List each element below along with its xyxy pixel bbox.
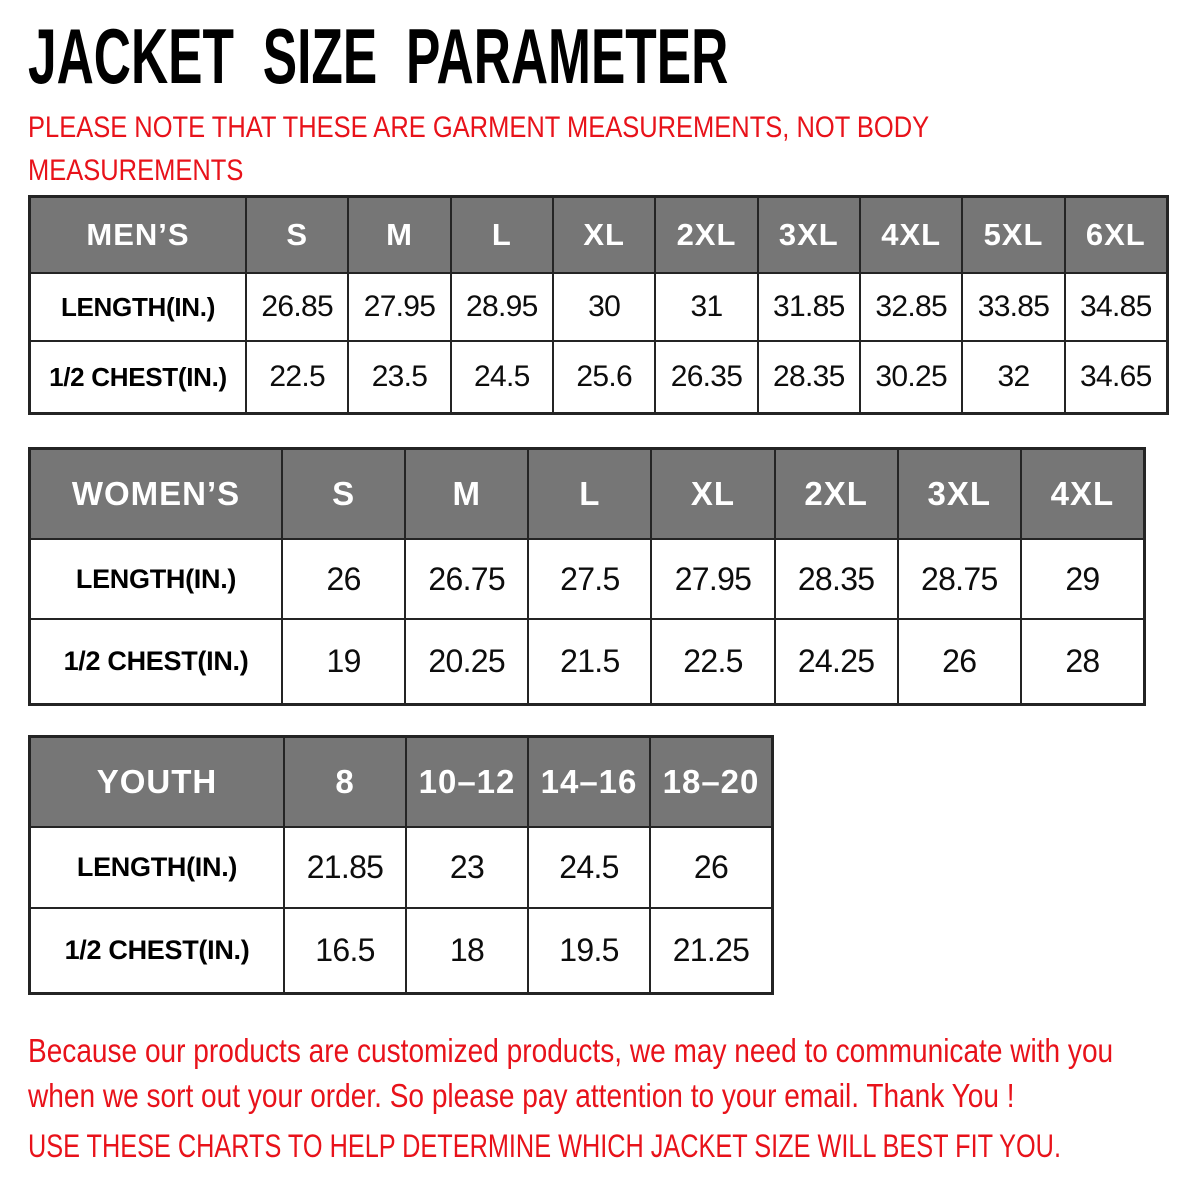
mens-chest-value: 25.6 (554, 342, 654, 412)
mens-chest-value: 32 (963, 342, 1063, 412)
mens-size-header-s: S (247, 198, 347, 272)
womens-chest-value: 22.5 (652, 620, 773, 703)
womens-size-header-4xl: 4XL (1022, 450, 1143, 538)
womens-length-row-label: LENGTH(IN.) (31, 540, 281, 618)
fit-advice-line: USE THESE CHARTS TO HELP DETERMINE WHICH JACKET SIZE WILL BEST FIT YOU. (28, 1128, 1061, 1164)
mens-length-value: 30 (554, 274, 654, 340)
mens-length-value: 31 (656, 274, 756, 340)
womens-length-value: 29 (1022, 540, 1143, 618)
mens-length-value: 27.95 (349, 274, 449, 340)
youth-size-header-8: 8 (285, 738, 405, 826)
mens-size-header-l: L (452, 198, 552, 272)
garment-measurement-note (28, 106, 1088, 192)
womens-chest-value: 24.25 (776, 620, 897, 703)
mens-length-value: 32.85 (861, 274, 961, 340)
mens-chest-value: 26.35 (656, 342, 756, 412)
mens-chest-value: 28.35 (759, 342, 859, 412)
mens-size-header-4xl: 4XL (861, 198, 961, 272)
womens-chest-value: 26 (899, 620, 1020, 703)
mens-chest-row-label: 1/2 CHEST(IN.) (31, 342, 245, 412)
mens-chest-value: 34.65 (1066, 342, 1166, 412)
mens-length-value: 34.85 (1066, 274, 1166, 340)
mens-length-value: 31.85 (759, 274, 859, 340)
womens-chest-value: 28 (1022, 620, 1143, 703)
womens-chest-value: 21.5 (529, 620, 650, 703)
womens-chest-value: 19 (283, 620, 404, 703)
mens-chest-value: 23.5 (349, 342, 449, 412)
youth-size-header-14-16: 14–16 (529, 738, 649, 826)
youth-length-value: 26 (651, 828, 771, 907)
youth-length-value: 24.5 (529, 828, 649, 907)
womens-size-header-l: L (529, 450, 650, 538)
mens-table-title-cell: MEN’S (31, 198, 245, 272)
womens-table-title-cell: WOMEN’S (31, 450, 281, 538)
mens-size-header-6xl: 6XL (1066, 198, 1166, 272)
womens-size-table (28, 447, 1146, 706)
youth-chest-value: 21.25 (651, 909, 771, 992)
youth-chest-value: 16.5 (285, 909, 405, 992)
womens-size-header-m: M (406, 450, 527, 538)
mens-length-value: 28.95 (452, 274, 552, 340)
womens-chest-row-label: 1/2 CHEST(IN.) (31, 620, 281, 703)
mens-size-table (28, 195, 1169, 415)
womens-length-value: 27.5 (529, 540, 650, 618)
youth-size-header-18-20: 18–20 (651, 738, 771, 826)
youth-length-value: 21.85 (285, 828, 405, 907)
mens-size-header-2xl: 2XL (656, 198, 756, 272)
page-title: JACKET SIZE PARAMETER (28, 12, 729, 100)
notice-line-2: when we sort out your order. So please pay attention to your email. Thank You ! (28, 1077, 1015, 1114)
youth-length-row-label: LENGTH(IN.) (31, 828, 283, 907)
note-line-2: MEASUREMENTS (28, 154, 244, 187)
womens-length-value: 26.75 (406, 540, 527, 618)
youth-chest-row-label: 1/2 CHEST(IN.) (31, 909, 283, 992)
mens-length-row-label: LENGTH(IN.) (31, 274, 245, 340)
mens-length-value: 26.85 (247, 274, 347, 340)
womens-size-header-2xl: 2XL (776, 450, 897, 538)
customization-notice (28, 1028, 1200, 1118)
notice-line-1: Because our products are customized products, we may need to communicate with you (28, 1032, 1114, 1069)
womens-size-header-3xl: 3XL (899, 450, 1020, 538)
youth-chest-value: 19.5 (529, 909, 649, 992)
youth-size-table (28, 735, 774, 995)
note-line-1: PLEASE NOTE THAT THESE ARE GARMENT MEASUREMENTS, NOT BODY (28, 111, 930, 144)
mens-length-value: 33.85 (963, 274, 1063, 340)
mens-size-header-3xl: 3XL (759, 198, 859, 272)
mens-chest-value: 22.5 (247, 342, 347, 412)
youth-chest-value: 18 (407, 909, 527, 992)
mens-size-header-xl: XL (554, 198, 654, 272)
womens-length-value: 28.35 (776, 540, 897, 618)
youth-length-value: 23 (407, 828, 527, 907)
womens-size-header-s: S (283, 450, 404, 538)
womens-length-value: 27.95 (652, 540, 773, 618)
youth-table-title-cell: YOUTH (31, 738, 283, 826)
mens-chest-value: 24.5 (452, 342, 552, 412)
mens-size-header-m: M (349, 198, 449, 272)
womens-chest-value: 20.25 (406, 620, 527, 703)
mens-size-header-5xl: 5XL (963, 198, 1063, 272)
youth-size-header-10-12: 10–12 (407, 738, 527, 826)
womens-size-header-xl: XL (652, 450, 773, 538)
womens-length-value: 26 (283, 540, 404, 618)
womens-length-value: 28.75 (899, 540, 1020, 618)
mens-chest-value: 30.25 (861, 342, 961, 412)
